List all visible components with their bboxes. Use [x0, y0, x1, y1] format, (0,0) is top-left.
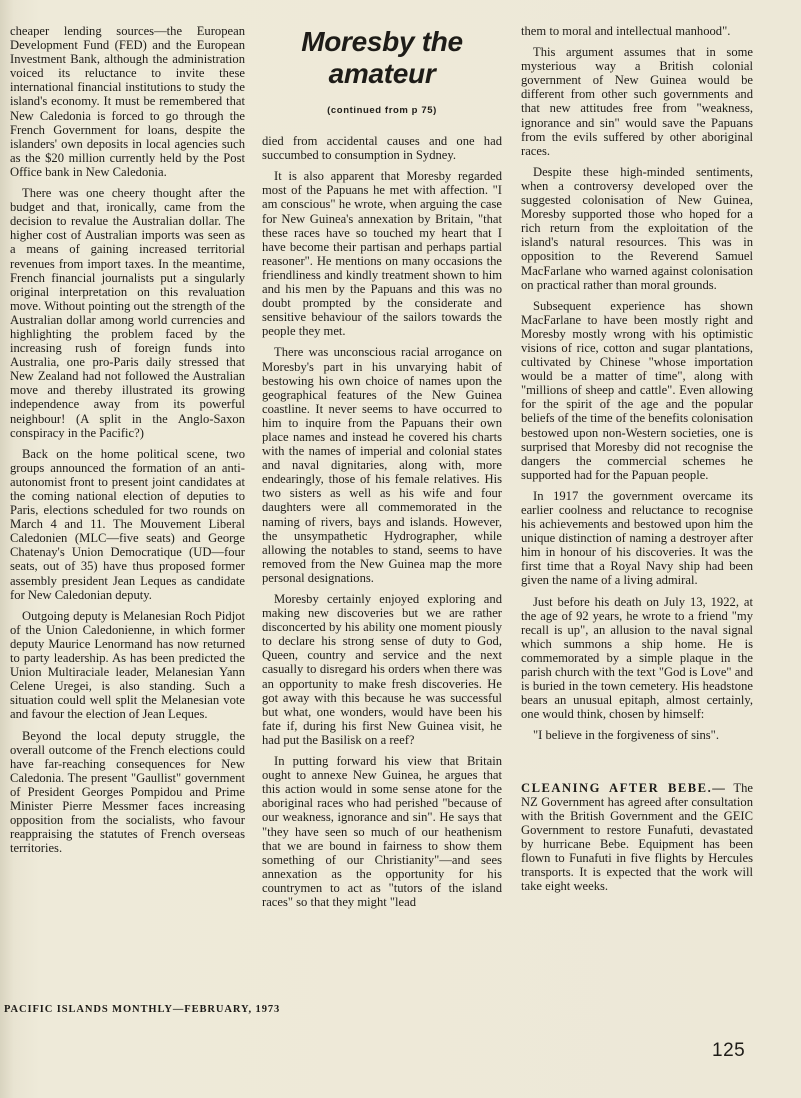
news-item-text: The NZ Government has agreed after consultation with the British Government and the GEIC Government to restore Funafuti, devastated by hurricane Bebe. Equipment has been flown to Funafuti in five flights by Hercules transports. It is expected that the work will take eight weeks. — [521, 780, 753, 894]
paragraph: "I believe in the forgiveness of sins". — [533, 728, 719, 743]
article-body — [262, 134, 502, 909]
paragraph: Despite these high-minded sentiments, when a controversy developed over the suggested colonisation of New Guinea, Moresby supported those who hoped for a rich return from the exploitation of the island's natural resources. This was in opposition to the Reverend Samuel MacFarlane who warned against colonisation on practical rather than moral grounds. — [521, 164, 753, 292]
paragraph: In 1917 the government overcame its earlier coolness and reluctance to recognise his achievements and bestowed upon him the unique distinction of naming a destroyer after him in honour of his discoveries. It was the first time that a Royal Navy ship had been given the name of a living admiral. — [521, 488, 753, 588]
paragraph: It is also apparent that Moresby regarded most of the Papuans he met with affection. "I am conscious" he wrote, when arguing the case for New Guinea's annexation by Britain, "that these races have so touched my heart that I have become their partisan and perhaps partial reasoner". He mentions on many occasions the friendliness and kindly treatment shown to him and his men by the Papuans and this was no doubt prompted by the considerate and sensitive behaviour of the sailors towards the people they met. — [262, 169, 502, 339]
paragraph: Beyond the local deputy struggle, the overall outcome of the French elections could have far-reaching consequences for New Caledonia. The present "Gaullist" government of President Georges Pompidou and Prime Minister Pierre Messmer faces increasing opposition from the socialists, who favour reappraising the statutes of French overseas territories. — [10, 728, 245, 856]
paragraph: them to moral and intellectual manhood". — [521, 24, 731, 38]
paragraph: There was unconscious racial arrogance on Moresby's part in his unvarying habit of bestowing his own choice of names upon the geographical features of the New Guinea coastline. It never seems to have occurred to him to inquire from the Papuans their own place names and instead he covered his charts with the names of imperial and colonial states and naval dignitaries, along with, more endearingly, those of his female relatives. His two sisters as well as his wife and four daughters were all commemorated in the naming of rivers, bays and islands. However, the unsympathetic Hydrographer, while allowing the notables to stand, seems to have removed from the New Guinea map the more personal designations. — [262, 345, 502, 585]
article-title: Moresby the amateur — [301, 26, 463, 89]
paragraph: died from accidental causes and one had succumbed to consumption in Sydney. — [262, 134, 502, 163]
news-item-heading: CLEANING AFTER BEBE.— — [521, 780, 727, 795]
continued-from-note: (continued from p 75) — [327, 105, 437, 116]
page-footer: PACIFIC ISLANDS MONTHLY—FEBRUARY, 1973 — [4, 1004, 281, 1015]
column-left — [10, 24, 245, 855]
paragraph: In putting forward his view that Britain ought to annexe New Guinea, he argues that this action would in some sense atone for the aboriginal races who had perished "because of our weakness, ignorance and sin". He says that "they have seen so much of our heathenism that we are bound in fairness to show them something of our Christianity"—and sees annexation as the opportunity for his countrymen to act as "tutors of the island races" so that they might "lead — [262, 754, 502, 909]
paragraph: Subsequent experience has shown MacFarlane to have been mostly right and Moresby mostly wrong with his optimistic visions of rice, cotton and sugar plantations, cultivated by Chinese "whose importation would be a matter of time", along with "millions of sheep and cattle". Even allowing for the spirit of the age and the popular beliefs of the time of the benefits colonisation bestowed upon non-Western societies, one is surprised that Moresby did not recognise the dangers the commercial schemes he supported had for the Papuan people. — [521, 298, 753, 482]
paragraph: Back on the home political scene, two groups announced the formation of an anti-autonomist front to present joint candidates at the coming national election of deputies to Paris, elections scheduled for two rounds on March 4 and 11. The Mouvement Liberal Caledonien (MLC—five seats) and George Chatenay's Union Democratique (UD—four seats, out of 35) have thus proposed former assembly president Jean Leques as candidate for New Caledonian deputy. — [10, 446, 245, 602]
paragraph: Moresby certainly enjoyed exploring and making new discoveries but we are rather disconcerted by his ability one moment piously to declare his strong sense of duty to God, Queen, country and service and the next casually to disregard his orders when there was an opportunity to make fresh discoveries. He got away with this because he was successful but what, one wonders, would have been his fate if, during his first New Guinea visit, he had put the Basilisk on a reef? — [262, 592, 502, 747]
page-number: 125 — [712, 1040, 746, 1061]
column-middle — [262, 24, 502, 909]
paragraph: There was one cheery thought after the budget and that, ironically, came from the decision to revalue the Australian dollar. The higher cost of Australian imports was seen as a means of gaining increased territorial revenues from import taxes. In the meantime, French financial journalists put a singularly original interpretation on this revaluation move. Without pointing out the strength of the Australian dollar among world currencies and highlighting the problem faced by the increasing rush of foreign funds into Australia, one pro-Paris daily stressed that New Zealand had not followed the Australian move and thereby illustrated its growing independence away from its powerful neighbour! (A split in the Anglo-Saxon conspiracy in the Pacific?) — [10, 186, 245, 440]
paragraph: Just before his death on July 13, 1922, at the age of 92 years, he wrote to a friend "my recall is up", an allusion to the naval signal which summons a ship home. He is commemorated by a simple plaque in the parish church with the text "God is Love" and is buried in the town cemetery. His headstone bears an unusual epitaph, almost certainly, one would think, chosen by himself: — [521, 594, 753, 722]
paragraph: Outgoing deputy is Melanesian Roch Pidjot of the Union Caledonienne, in which former deputy Maurice Lenormand has now returned to party leadership. As has been predicted the Union Multiraciale leader, Melanesian Yann Celene Uregei, is also standing. Such a situation could well split the Melanesian vote and favour the election of Jean Leques. — [10, 608, 245, 722]
paragraph: cheaper lending sources—the European Development Fund (FED) and the European Investment Bank, although the administration voiced its reluctance to invite these international financial institutions to study the island's economy. It must be remembered that New Caledonia is forced to go through the French Government for loans, despite the islanders' own deposits in local agencies such as the $20 million currently held by the Post Office bank in New Caledonia. — [10, 24, 245, 179]
column-right — [521, 24, 753, 893]
news-item-cleaning — [521, 781, 753, 894]
paragraph: This argument assumes that in some mysterious way a British colonial government of New Guinea would be different from other such governments and that new attitudes free from "weakness, ignorance and sin" would save the Papuans from the evils suffered by other aboriginal races. — [521, 45, 753, 158]
